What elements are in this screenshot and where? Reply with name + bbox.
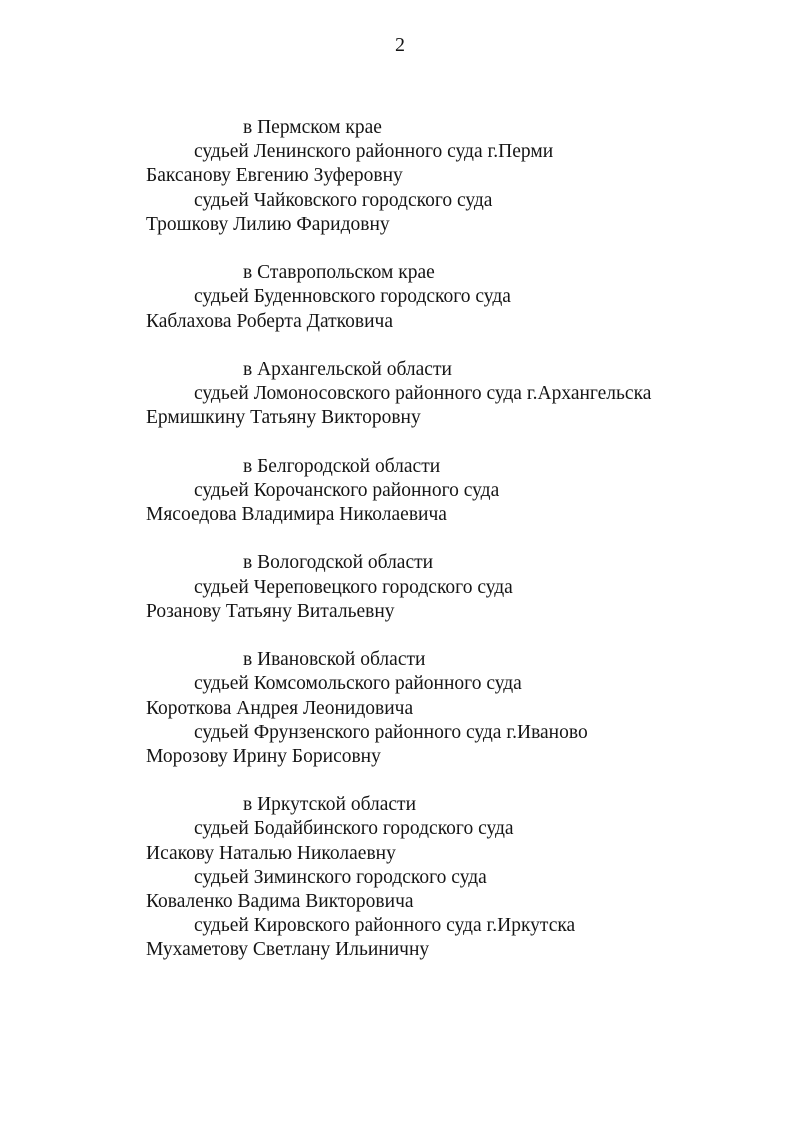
region-heading: в Ставропольском крае [243, 262, 435, 284]
section-belgorod [146, 455, 776, 528]
court-line: судьей Чайковского городского суда [194, 189, 493, 211]
judge-name: Каблахова Роберта Датковича [146, 310, 393, 332]
judge-name: Трошкову Лилию Фаридовну [146, 213, 390, 235]
region-heading: в Архангельской области [243, 358, 452, 380]
court-line: судьей Буденновского городского суда [194, 286, 511, 308]
court-line: судьей Кировского районного суда г.Иркутска [194, 915, 576, 937]
section-arkhangelsk [146, 358, 776, 431]
region-heading: в Иркутской области [243, 794, 417, 816]
region-heading: в Пермском крае [243, 117, 382, 138]
section-irkutsk [146, 793, 776, 962]
court-line: судьей Фрунзенского районного суда г.Иваново [194, 721, 588, 743]
judge-name: Исакову Наталью Николаевну [146, 842, 396, 864]
judge-name: Мясоедова Владимира Николаевича [146, 504, 447, 525]
court-line: судьей Зиминского городского суда [194, 866, 487, 888]
section-stavropol [146, 261, 776, 334]
judge-name: Ермишкину Татьяну Викторовну [146, 407, 421, 429]
judge-name: Розанову Татьяну Витальевну [146, 600, 395, 622]
judge-name: Баксанову Евгению Зуферовну [146, 165, 403, 187]
judge-name: Короткова Андрея Леонидовича [146, 697, 414, 719]
region-heading: в Вологодской области [243, 552, 434, 574]
section-vologda [146, 551, 776, 624]
page-number: 2 [395, 34, 405, 56]
section-perm [146, 116, 776, 237]
judge-name: Коваленко Вадима Викторовича [146, 891, 414, 912]
judge-name: Морозову Ирину Борисовну [146, 745, 381, 767]
section-ivanovo [146, 648, 776, 769]
judge-name: Мухаметову Светлану Ильиничну [146, 939, 430, 961]
appointments-list [146, 116, 776, 963]
court-line: судьей Бодайбинского городского суда [194, 818, 514, 840]
court-line: судьей Ломоносовского районного суда г.Архангельска [194, 383, 652, 405]
court-line: судьей Корочанского районного суда [194, 479, 500, 501]
court-line: судьей Комсомольского районного суда [194, 673, 522, 695]
region-heading: в Ивановской области [243, 649, 426, 671]
court-line: судьей Ленинского районного суда г.Перми [194, 141, 554, 163]
region-heading: в Белгородской области [243, 455, 441, 477]
court-line: судьей Череповецкого городского суда [194, 576, 513, 598]
